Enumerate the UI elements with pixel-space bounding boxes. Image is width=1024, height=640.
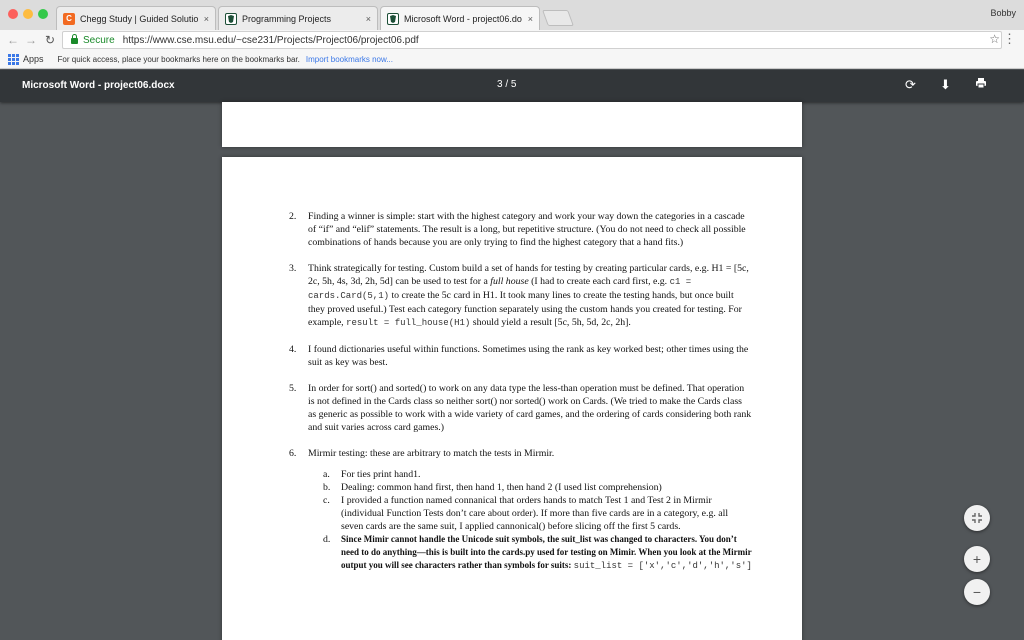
sub-list — [289, 468, 752, 573]
pdf-toolbar — [0, 70, 1024, 102]
sub-list-item: b. Dealing: common hand first, then hand 1, then hand 2 (I used list comprehension) — [323, 482, 662, 493]
code-snippet: suit_list = ['x','c','d','h','s'] — [573, 561, 752, 571]
menu-kebab-icon[interactable]: ⋮ — [1003, 31, 1016, 46]
tab-close-icon[interactable]: × — [527, 13, 533, 24]
close-window-icon[interactable] — [8, 9, 18, 19]
back-arrow-icon[interactable]: ← — [7, 33, 19, 47]
bookmarks-bar — [0, 50, 1024, 69]
item-text: Finding a winner is simple: start with the highest category and work your way down the categories in a cascade of “if” and “elif” statements. The result is a long, but repetitive structure. (You do not need to check all possible combinations of hands because you are only trying to find the highest category that a hand fits.) — [308, 211, 746, 248]
fit-to-page-button[interactable] — [964, 505, 990, 531]
item-text: In order for sort() and sorted() to work on any data type the less-than operation must be defined. That operation is not defined in the Cards class so neither sort() nor sorted() work on Cards. (We tried to make the Cards class as generic as possible to work with a wide variety of card games, and the ordering of cards considering both rank and suit varies across card games.) — [308, 383, 752, 433]
tab-chegg[interactable] — [56, 6, 216, 30]
rotate-icon[interactable]: ⟳ — [905, 77, 916, 92]
maximize-window-icon[interactable] — [38, 9, 48, 19]
tab-title: Chegg Study | Guided Solutio — [80, 13, 199, 24]
bookmarks-hint: For quick access, place your bookmarks here on the bookmarks bar. — [57, 54, 300, 64]
fit-page-icon — [971, 512, 983, 524]
apps-link[interactable]: Apps — [23, 54, 44, 64]
pdf-title: Microsoft Word - project06.docx — [22, 80, 175, 91]
new-tab-button[interactable] — [542, 10, 574, 26]
profile-name[interactable]: Bobby — [990, 8, 1016, 18]
sub-list-item: d. Since Mimir cannot handle the Unicode suit symbols, the suit_list was changed to characters. You don’t need to do anything—this is built into the cards.py used for testing on Mimir. When you look at the Mirmir output you will see characters rather than symbols for suits: suit_list = ['x','c','d','h','s'] — [323, 534, 752, 571]
page-indicator[interactable]: 3 / 5 — [497, 79, 517, 90]
sub-list-item: c. I provided a function named connanical that orders hands to match Test 1 and Test 2 in Mirmir (individual Function Tests don’t care about order). If more than five cards are in a category, e.g. all seven cards are the same suit, I applied cannonical() before slicing off the first 5 cards. — [323, 495, 729, 532]
list-item: 2. Finding a winner is simple: start with the highest category and work your way down the categories in a cascade of “if” and “elif” statements. The result is a long, but repetitive structure. (You do not need to check all possible combinations of hands because you are only trying to find the highest category that a hand fits.) — [289, 210, 752, 249]
forward-arrow-icon[interactable]: → — [25, 33, 37, 47]
tab-title: Microsoft Word - project06.do — [404, 13, 522, 24]
secure-label: Secure — [83, 34, 115, 46]
tab-title: Programming Projects — [242, 13, 332, 24]
print-icon[interactable] — [975, 77, 987, 92]
pdf-page-current — [222, 157, 802, 640]
list-item: 5. In order for sort() and sorted() to work on any data type the less-than operation must be defined. That operation is not defined in the Cards class so neither sort() nor sorted() work on Cards. (We tried to make the Cards class as generic as possible to work with a wide variety of card games, and the ordering of cards considering both rank and suit varies across card games.) — [289, 383, 752, 433]
tab-close-icon[interactable]: × — [203, 13, 209, 24]
list-item: 6. Mirmir testing: these are arbitrary to match the tests in Mirmir. — [289, 447, 752, 460]
tab-strip — [0, 0, 1024, 30]
item-text: Mirmir testing: these are arbitrary to match the tests in Mirmir. — [308, 448, 555, 459]
bookmark-star-icon[interactable]: ☆ — [989, 32, 1000, 46]
minimize-window-icon[interactable] — [23, 9, 33, 19]
msu-logo-icon — [225, 13, 237, 25]
item-text: Think strategically for testing. Custom build a set of hands for testing by creating particular cards, e.g. H1 = [5c, 2c, 5h, 4s, 3d, 2h, 5d] can be used to test for a full house (I had to create each card first, e.g. c1 = cards.Card(5,1) to create the 5c card in H1. It took many lines to create the testing hands, but once built they proved useful.) Test each category function separately using the custom hands you created for testing. For example, result = full_house(H1) should yield a result [5c, 5h, 5d, 2c, 2h]. — [308, 263, 749, 328]
zoom-out-button[interactable]: − — [964, 579, 990, 605]
lock-icon — [71, 38, 78, 44]
list-item: 3. Think strategically for testing. Custom build a set of hands for testing by creating particular cards, e.g. H1 = [5c, 2c, 5h, 4s, 3d, 2h, 5d] can be used to test for a full house (I had to create each card first, e.g. c1 = cards.Card(5,1) to create the 5c card in H1. It took many lines to create the testing hands, but once built they proved useful.) Test each category function separately using the custom hands you created for testing. For example, result = full_house(H1) should yield a result [5c, 5h, 5d, 2c, 2h]. — [289, 262, 752, 330]
pdf-page-previous — [222, 102, 802, 147]
item-text: I found dictionaries useful within functions. Sometimes using the rank as key worked best; other times using the suit as key was best. — [308, 344, 749, 368]
import-bookmarks-link[interactable]: Import bookmarks now... — [305, 54, 394, 64]
sub-list-item: a. For ties print hand1. — [323, 469, 421, 480]
zoom-in-button[interactable]: + — [964, 546, 990, 572]
address-bar[interactable] — [62, 31, 1002, 49]
code-snippet: result = full_house(H1) — [346, 318, 471, 328]
address-toolbar — [0, 30, 1024, 50]
document-content — [289, 210, 752, 573]
download-icon[interactable]: ⬇ — [940, 77, 951, 92]
url-text[interactable]: https://www.cse.msu.edu/~cse231/Projects/Project06/project06.pdf — [122, 34, 419, 46]
chegg-favicon-icon: C — [63, 13, 75, 25]
tab-microsoft-word[interactable] — [380, 6, 540, 30]
reload-icon[interactable]: ↻ — [45, 33, 56, 47]
tab-close-icon[interactable]: × — [365, 13, 371, 24]
apps-grid-icon[interactable] — [8, 54, 19, 65]
list-item: 4. I found dictionaries useful within functions. Sometimes using the rank as key worked best; other times using the suit as key was best. — [289, 343, 752, 369]
msu-logo-icon — [387, 13, 399, 25]
code-snippet: c1 = cards.Card(5,1) — [308, 277, 692, 301]
tab-programming-projects[interactable] — [218, 6, 378, 30]
